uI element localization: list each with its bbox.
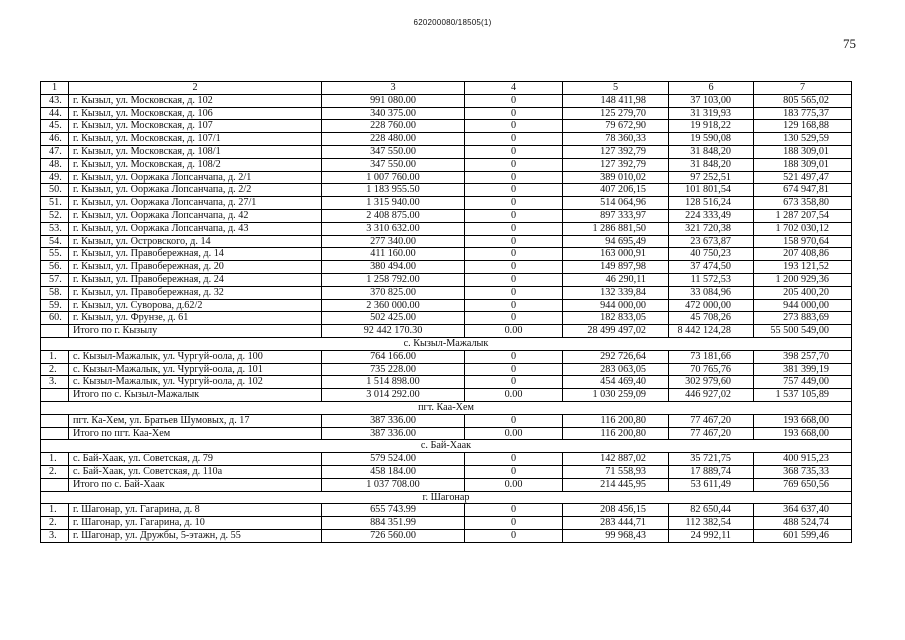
header-cell: 5	[563, 82, 669, 95]
table-cell: 33 084,96	[669, 286, 754, 299]
table-cell: 205 400,20	[754, 286, 852, 299]
table-cell: 521 497,47	[754, 171, 852, 184]
header-cell: 2	[69, 82, 322, 95]
table-cell: 1 030 259,09	[563, 389, 669, 402]
table-cell: 1 286 881,50	[563, 222, 669, 235]
table-row	[41, 350, 852, 363]
table-cell: 78 360,33	[563, 133, 669, 146]
table-cell: г. Кызыл, ул. Островского, д. 14	[69, 235, 322, 248]
table-cell: г. Кызыл, ул. Ооржака Лопсанчапа, д. 42	[69, 209, 322, 222]
table-cell: 3 310 632.00	[322, 222, 465, 235]
table-cell: 0	[465, 299, 563, 312]
table-cell: 655 743.99	[322, 504, 465, 517]
data-table	[40, 81, 852, 543]
table-cell: 130 529,59	[754, 133, 852, 146]
table-cell: г. Кызыл, ул. Ооржака Лопсанчапа, д. 27/1	[69, 197, 322, 210]
header-cell: 3	[322, 82, 465, 95]
table-cell: 0	[465, 465, 563, 478]
table-cell: 411 160.00	[322, 248, 465, 261]
table-cell: 0	[465, 261, 563, 274]
table-cell: 23 673,87	[669, 235, 754, 248]
table-row	[41, 197, 852, 210]
header-cell: 1	[41, 82, 69, 95]
table-cell: 46 290,11	[563, 273, 669, 286]
table-cell: г. Кызыл, ул. Правобережная, д. 14	[69, 248, 322, 261]
table-cell: г. Кызыл, ул. Московская, д. 107	[69, 120, 322, 133]
table-cell: 381 399,19	[754, 363, 852, 376]
table-cell: 43.	[41, 94, 69, 107]
table-cell: 1 037 708.00	[322, 478, 465, 491]
table-cell: 17 889,74	[669, 465, 754, 478]
table-row	[41, 363, 852, 376]
table-cell: 57.	[41, 273, 69, 286]
table-cell: 321 720,38	[669, 222, 754, 235]
table-cell: г. Кызыл, ул. Ооржака Лопсанчапа, д. 2/2	[69, 184, 322, 197]
table-cell: 340 375.00	[322, 107, 465, 120]
table-cell: 454 469,40	[563, 376, 669, 389]
table-cell: 0	[465, 248, 563, 261]
table-row	[41, 504, 852, 517]
table-cell: 2 408 875.00	[322, 209, 465, 222]
table-cell: 0	[465, 158, 563, 171]
table-cell: 0.00	[465, 427, 563, 440]
table-cell: 944 000,00	[754, 299, 852, 312]
table-cell: 207 408,86	[754, 248, 852, 261]
table-cell: 292 726,64	[563, 350, 669, 363]
table-cell: Итого по с. Бай-Хаак	[69, 478, 322, 491]
table-row	[41, 235, 852, 248]
table-cell: Итого по с. Кызыл-Мажалык	[69, 389, 322, 402]
table-cell: 46.	[41, 133, 69, 146]
table-cell: 48.	[41, 158, 69, 171]
table-cell: 3.	[41, 529, 69, 542]
table-cell: 149 897,98	[563, 261, 669, 274]
table-cell: 2.	[41, 517, 69, 530]
header-row	[41, 82, 852, 95]
section-row	[41, 337, 852, 350]
table-cell: 0.00	[465, 325, 563, 338]
table-cell: 214 445,95	[563, 478, 669, 491]
table-row	[41, 325, 852, 338]
section-row	[41, 401, 852, 414]
table-cell: 24 992,11	[669, 529, 754, 542]
table-cell: 31 848,20	[669, 145, 754, 158]
table-cell: 991 080.00	[322, 94, 465, 107]
table-cell: 31 848,20	[669, 158, 754, 171]
table-row	[41, 273, 852, 286]
table-row	[41, 286, 852, 299]
table-cell: г. Шагонар, ул. Гагарина, д. 8	[69, 504, 322, 517]
section-title: с. Кызыл-Мажалык	[41, 337, 852, 350]
table-cell: 193 668,00	[754, 414, 852, 427]
table-cell: 884 351.99	[322, 517, 465, 530]
table-cell: 1.	[41, 504, 69, 517]
table-cell: 52.	[41, 209, 69, 222]
table-cell: 0.00	[465, 478, 563, 491]
table-cell: 11 572,53	[669, 273, 754, 286]
table-row	[41, 133, 852, 146]
table-cell: с. Кызыл-Мажалык, ул. Чургуй-оола, д. 102	[69, 376, 322, 389]
table-cell: 35 721,75	[669, 453, 754, 466]
table-cell: 805 565,02	[754, 94, 852, 107]
table-cell: 726 560.00	[322, 529, 465, 542]
table-cell: 49.	[41, 171, 69, 184]
table-row	[41, 517, 852, 530]
header-cell: 4	[465, 82, 563, 95]
table-cell: 0	[465, 414, 563, 427]
table-row	[41, 222, 852, 235]
table-cell: пгт. Ка-Хем, ул. Братьев Шумовых, д. 17	[69, 414, 322, 427]
table-cell: г. Шагонар, ул. Дружбы, 5-этажн, д. 55	[69, 529, 322, 542]
table-cell: 0	[465, 363, 563, 376]
table-row	[41, 248, 852, 261]
table-cell: 0	[465, 145, 563, 158]
table-cell: 55 500 549,00	[754, 325, 852, 338]
table-cell: 1.	[41, 350, 69, 363]
table-cell: г. Кызыл, ул. Суворова, д.62/2	[69, 299, 322, 312]
table-cell: 0	[465, 133, 563, 146]
table-cell: 19 918,22	[669, 120, 754, 133]
table-cell: 3.	[41, 376, 69, 389]
table-cell: 0	[465, 350, 563, 363]
page-number: 75	[843, 36, 856, 51]
table-cell: 1 200 929,36	[754, 273, 852, 286]
table-cell: 0	[465, 222, 563, 235]
table-cell: 158 970,64	[754, 235, 852, 248]
section-row	[41, 440, 852, 453]
table-cell: 601 599,46	[754, 529, 852, 542]
table-cell: 116 200,80	[563, 427, 669, 440]
table-cell: 28 499 497,02	[563, 325, 669, 338]
table-cell: 55.	[41, 248, 69, 261]
table-cell: 127 392,79	[563, 158, 669, 171]
table-cell: 148 411,98	[563, 94, 669, 107]
table-cell: 208 456,15	[563, 504, 669, 517]
table-row	[41, 261, 852, 274]
table-cell: 1 702 030,12	[754, 222, 852, 235]
table-cell: 0	[465, 312, 563, 325]
table-cell: 127 392,79	[563, 145, 669, 158]
table-cell: 488 524,74	[754, 517, 852, 530]
table-cell: 389 010,02	[563, 171, 669, 184]
table-cell: 19 590,08	[669, 133, 754, 146]
table-cell: 0	[465, 286, 563, 299]
table-cell: 2 360 000.00	[322, 299, 465, 312]
table-cell: 71 558,93	[563, 465, 669, 478]
table-cell: 101 801,54	[669, 184, 754, 197]
table-cell: г. Кызыл, ул. Фрунзе, д. 61	[69, 312, 322, 325]
table-cell: 188 309,01	[754, 158, 852, 171]
table-cell: Итого по г. Кызылу	[69, 325, 322, 338]
table-cell	[41, 478, 69, 491]
table-cell: 1 537 105,89	[754, 389, 852, 402]
table-cell: с. Кызыл-Мажалык, ул. Чургуй-оола, д. 101	[69, 363, 322, 376]
table-cell: 3 014 292.00	[322, 389, 465, 402]
table-cell: 0	[465, 529, 563, 542]
table-cell: 54.	[41, 235, 69, 248]
table-cell: 380 494.00	[322, 261, 465, 274]
section-row	[41, 491, 852, 504]
table-cell: 40 750,23	[669, 248, 754, 261]
table-cell: 45 708,26	[669, 312, 754, 325]
table-cell: 0	[465, 171, 563, 184]
table-cell: 112 382,54	[669, 517, 754, 530]
table-cell: 514 064,96	[563, 197, 669, 210]
table-cell: г. Кызыл, ул. Правобережная, д. 24	[69, 273, 322, 286]
table-row	[41, 299, 852, 312]
table-cell	[41, 414, 69, 427]
table-row	[41, 465, 852, 478]
table-cell: 182 833,05	[563, 312, 669, 325]
table-cell: г. Шагонар, ул. Гагарина, д. 10	[69, 517, 322, 530]
table-cell: 283 444,71	[563, 517, 669, 530]
table-cell: 0	[465, 94, 563, 107]
table-cell: 283 063,05	[563, 363, 669, 376]
table-cell: 99 968,43	[563, 529, 669, 542]
table-cell: 58.	[41, 286, 69, 299]
table-cell: 387 336.00	[322, 414, 465, 427]
table-cell: 51.	[41, 197, 69, 210]
table-row	[41, 427, 852, 440]
table-cell: г. Кызыл, ул. Московская, д. 102	[69, 94, 322, 107]
table-cell: 92 442 170.30	[322, 325, 465, 338]
table-cell: 472 000,00	[669, 299, 754, 312]
table-cell: 579 524.00	[322, 453, 465, 466]
table-cell: 446 927,02	[669, 389, 754, 402]
table-cell: г. Кызыл, ул. Московская, д. 108/2	[69, 158, 322, 171]
table-cell: 1 315 940.00	[322, 197, 465, 210]
table-body	[41, 82, 852, 543]
table-cell	[41, 427, 69, 440]
table-cell: 8 442 124,28	[669, 325, 754, 338]
table-cell: 47.	[41, 145, 69, 158]
table-cell: 79 672,90	[563, 120, 669, 133]
table-cell: 347 550.00	[322, 158, 465, 171]
table-cell: 193 121,52	[754, 261, 852, 274]
table-cell: 757 449,00	[754, 376, 852, 389]
table-cell: 73 181,66	[669, 350, 754, 363]
table-cell: 183 775,37	[754, 107, 852, 120]
table-cell: 400 915,23	[754, 453, 852, 466]
table-cell: 2.	[41, 363, 69, 376]
table-cell: 674 947,81	[754, 184, 852, 197]
table-cell: 735 228.00	[322, 363, 465, 376]
table-row	[41, 389, 852, 402]
table-cell: с. Бай-Хаак, ул. Советская, д. 110а	[69, 465, 322, 478]
table-cell: 0	[465, 209, 563, 222]
table-cell: 82 650,44	[669, 504, 754, 517]
table-row	[41, 478, 852, 491]
table-cell: 53.	[41, 222, 69, 235]
header-cell: 6	[669, 82, 754, 95]
table-cell: 44.	[41, 107, 69, 120]
table-cell: 398 257,70	[754, 350, 852, 363]
table-cell: с. Кызыл-Мажалык, ул. Чургуй-оола, д. 100	[69, 350, 322, 363]
table-cell: г. Кызыл, ул. Правобережная, д. 32	[69, 286, 322, 299]
table-cell: 769 650,56	[754, 478, 852, 491]
table-cell: 188 309,01	[754, 145, 852, 158]
table-cell: г. Кызыл, ул. Московская, д. 108/1	[69, 145, 322, 158]
table-cell: 0	[465, 107, 563, 120]
table-cell: 368 735,33	[754, 465, 852, 478]
table-row	[41, 184, 852, 197]
table-cell: 0	[465, 376, 563, 389]
table-cell: 224 333,49	[669, 209, 754, 222]
document-id: 620200080/18505(1)	[413, 18, 492, 27]
table-cell: 125 279,70	[563, 107, 669, 120]
table-cell: 70 765,76	[669, 363, 754, 376]
section-title: г. Шагонар	[41, 491, 852, 504]
table-cell: 1 258 792.00	[322, 273, 465, 286]
table-cell: 370 825.00	[322, 286, 465, 299]
table-cell: 0	[465, 197, 563, 210]
table-row	[41, 209, 852, 222]
table-cell: 502 425.00	[322, 312, 465, 325]
table-cell: 77 467,20	[669, 414, 754, 427]
table-cell: 0	[465, 504, 563, 517]
table-cell: 1 183 955.50	[322, 184, 465, 197]
section-title: пгт. Каа-Хем	[41, 401, 852, 414]
table-cell	[41, 389, 69, 402]
table-cell: г. Кызыл, ул. Ооржака Лопсанчапа, д. 2/1	[69, 171, 322, 184]
table-cell: 116 200,80	[563, 414, 669, 427]
table-cell: 897 333,97	[563, 209, 669, 222]
table-cell: 673 358,80	[754, 197, 852, 210]
table-cell: 37 103,00	[669, 94, 754, 107]
table-cell: 387 336.00	[322, 427, 465, 440]
table-cell: 0	[465, 517, 563, 530]
table-cell: 944 000,00	[563, 299, 669, 312]
table-cell: 129 168,88	[754, 120, 852, 133]
table-cell: 0	[465, 120, 563, 133]
table-cell: 1 514 898.00	[322, 376, 465, 389]
table-cell: 347 550.00	[322, 145, 465, 158]
table-cell: Итого по пгт. Каа-Хем	[69, 427, 322, 440]
table-cell: 1.	[41, 453, 69, 466]
table-cell: 228 760.00	[322, 120, 465, 133]
table-cell: 0	[465, 184, 563, 197]
table-cell: 53 611,49	[669, 478, 754, 491]
table-row	[41, 453, 852, 466]
table-cell: 458 184.00	[322, 465, 465, 478]
table-cell: 1 287 207,54	[754, 209, 852, 222]
table-cell: 50.	[41, 184, 69, 197]
table-cell: 132 339,84	[563, 286, 669, 299]
table-cell: 2.	[41, 465, 69, 478]
table-cell: 0.00	[465, 389, 563, 402]
table-cell: 764 166.00	[322, 350, 465, 363]
table-cell: 37 474,50	[669, 261, 754, 274]
table-cell: 163 000,91	[563, 248, 669, 261]
table-cell: 0	[465, 273, 563, 286]
table-cell: 228 480.00	[322, 133, 465, 146]
table-cell: 0	[465, 235, 563, 248]
table-cell: 45.	[41, 120, 69, 133]
table-cell: 31 319,93	[669, 107, 754, 120]
table-cell: 407 206,15	[563, 184, 669, 197]
table-cell	[41, 325, 69, 338]
table-cell: 0	[465, 453, 563, 466]
table-row	[41, 120, 852, 133]
table-cell: 1 007 760.00	[322, 171, 465, 184]
table-row	[41, 414, 852, 427]
header-cell: 7	[754, 82, 852, 95]
table-cell: г. Кызыл, ул. Московская, д. 107/1	[69, 133, 322, 146]
table-cell: 77 467,20	[669, 427, 754, 440]
table-cell: г. Кызыл, ул. Правобережная, д. 20	[69, 261, 322, 274]
table-cell: 142 887,02	[563, 453, 669, 466]
table-cell: 302 979,60	[669, 376, 754, 389]
table-row	[41, 145, 852, 158]
table-cell: г. Кызыл, ул. Московская, д. 106	[69, 107, 322, 120]
table-cell: 273 883,69	[754, 312, 852, 325]
table-cell: 364 637,40	[754, 504, 852, 517]
table-cell: г. Кызыл, ул. Ооржака Лопсанчапа, д. 43	[69, 222, 322, 235]
table-row	[41, 529, 852, 542]
table-cell: 97 252,51	[669, 171, 754, 184]
table-cell: 59.	[41, 299, 69, 312]
table-row	[41, 94, 852, 107]
table-row	[41, 171, 852, 184]
table-cell: 94 695,49	[563, 235, 669, 248]
table-row	[41, 312, 852, 325]
table-row	[41, 376, 852, 389]
table-cell: 277 340.00	[322, 235, 465, 248]
table-cell: 128 516,24	[669, 197, 754, 210]
table-cell: 193 668,00	[754, 427, 852, 440]
table-cell: с. Бай-Хаак, ул. Советская, д. 79	[69, 453, 322, 466]
table-row	[41, 107, 852, 120]
table-row	[41, 158, 852, 171]
section-title: с. Бай-Хаак	[41, 440, 852, 453]
table-cell: 56.	[41, 261, 69, 274]
table-cell: 60.	[41, 312, 69, 325]
